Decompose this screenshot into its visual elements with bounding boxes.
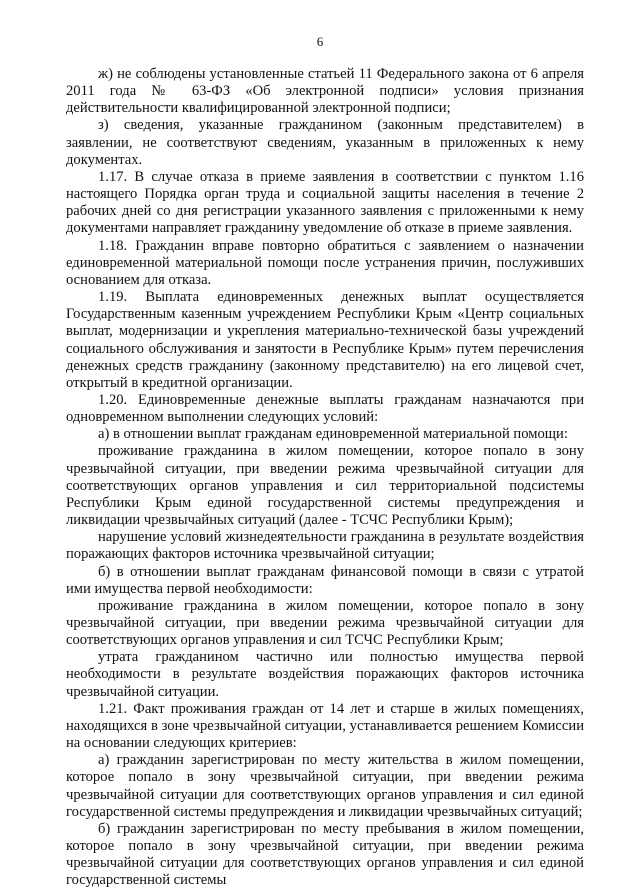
paragraph-1-20-b-condition-2: утрата гражданином частично или полностью имущества первой необходимости в результате воздействия поражающих факторов источника чрезвычайной ситуации. [66,649,584,700]
page-number: 6 [316,34,324,49]
paragraph-1-21-a: а) гражданин зарегистрирован по месту жительства в жилом помещении, которое попало в зону чрезвычайной ситуации, при введении режима чрезвычайной ситуации для соответствующих органов управления и сил единой государственной системы предупреждения и ликвидации чрезвычайных ситуаций; [66,752,584,820]
paragraph-1-20-b: б) в отношении выплат гражданам финансовой помощи в связи с утратой ими имущества первой необходимости: [66,563,584,597]
paragraph-item-zh: ж) не соблюдены установленные статьей 11 Федерального закона от 6 апреля 2011 года № 63-ФЗ «Об электронной подписи» условия признания действительности квалифицированной электронной подписи; [66,66,584,117]
paragraph-1-17: 1.17. В случае отказа в приеме заявления в соответствии с пунктом 1.16 настоящего Порядка орган труда и социальной защиты населения в течение 2 рабочих дней со дня регистрации указанного заявления с приложенными к нему документами направляет гражданину уведомление об отказе в приеме заявления. [66,168,584,237]
paragraph-1-19: 1.19. Выплата единовременных денежных выплат осуществляется Государственным казенным учреждением Республики Крым «Центр социальных выплат, модернизации и укрепления материально-технической базы учреждений социального обслуживания и занятости в Республике Крым» путем перечисления денежных средств гражданину (законному представителю) на его лицевой счет, открытый в кредитной организации. [66,289,584,391]
paragraph-1-21: 1.21. Факт проживания граждан от 14 лет и старше в жилых помещениях, находящихся в зоне чрезвычайной ситуации, устанавливается решением Комиссии на основании следующих критериев: [66,700,584,752]
paragraph-1-21-b: б) гражданин зарегистрирован по месту пребывания в жилом помещении, которое попало в зону чрезвычайной ситуации, при введении режима чрезвычайной ситуации для соответствующих органов управления и сил единой государственной системы [66,820,584,889]
paragraph-1-18: 1.18. Гражданин вправе повторно обратиться с заявлением о назначении единовременной материальной помощи после устранения причин, послуживших основанием для отказа. [66,237,584,288]
paragraph-1-20-a-condition-2: нарушение условий жизнедеятельности гражданина в результате воздействия поражающих факторов источника чрезвычайной ситуации; [66,529,584,563]
paragraph-1-20-a: а) в отношении выплат гражданам единовременной материальной помощи: [98,426,568,443]
document-body [66,66,584,890]
paragraph-1-20-a-condition-1: проживание гражданина в жилом помещении, которое попало в зону чрезвычайной ситуации, при введении режима чрезвычайной ситуации для соответствующих органов управления и сил территориальной подсистемы Республики Крым единой государственной системы предупреждения и ликвидации чрезвычайных ситуаций (далее - ТСЧС Республики Крым); [66,443,584,529]
paragraph-1-20: 1.20. Единовременные денежные выплаты гражданам назначаются при одновременном выполнении следующих условий: [66,391,584,426]
paragraph-1-20-b-condition-1: проживание гражданина в жилом помещении, которое попало в зону чрезвычайной ситуации, при введении режима чрезвычайной ситуации для соответствующих органов управления и сил ТСЧС Республики Крым; [66,597,584,649]
paragraph-item-z: з) сведения, указанные гражданином (законным представителем) в заявлении, не соответствуют сведениям, указанным в приложенных к нему документах. [66,117,584,168]
